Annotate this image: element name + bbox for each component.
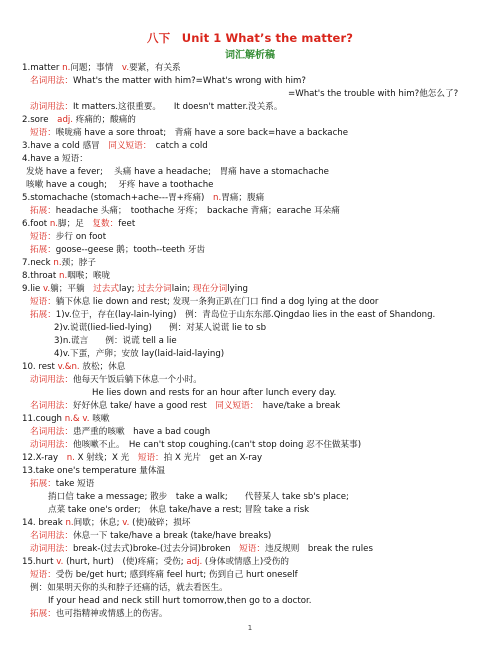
note-text: 12.X-ray [22, 453, 67, 463]
note-text: catch a cold [147, 141, 208, 151]
note-text: goose--geese 鹅；tooth--teeth 牙齿 [55, 245, 206, 255]
note-line [22, 140, 208, 153]
note-text: 13.take one's temperature 量体温 [22, 466, 166, 476]
note-text: 2.sore [22, 115, 58, 125]
note-label: 短语： [30, 232, 56, 242]
note-line [92, 387, 336, 400]
page-title: 八下 Unit 1 What’s the matter? [147, 31, 353, 45]
note-label: 短语： [30, 297, 56, 307]
note-text: 步行 on foot [55, 232, 107, 242]
note-text: If your head and neck still hurt tomorrow,then go to a doctor. [48, 596, 312, 606]
note-line [22, 218, 135, 231]
note-text: 3.have a cold 感冒 [22, 141, 109, 151]
note-label: 短语： [30, 128, 56, 138]
note-label: n. [62, 63, 71, 73]
note-text: 疼痛的；酸痛的 [73, 115, 136, 125]
note-text: 他每天午饭后躺下休息一个小时。 [72, 375, 202, 385]
note-line [54, 348, 224, 361]
note-text: =What's the trouble with him?他怎么了? [288, 89, 459, 99]
note-text: (使)破碎；损坏 [129, 518, 191, 528]
note-label: v.&n. [57, 362, 80, 372]
note-text: 捎口信 take a message; 散步 take a walk; 代替某人 take sb's place; [48, 492, 349, 502]
note-label: n. [213, 193, 222, 203]
note-label: 动词用法： [30, 102, 73, 112]
note-line [22, 153, 88, 166]
note-line [30, 478, 94, 491]
note-text: 胃痛；腹痛 [221, 193, 265, 203]
note-text: 咽喉；喉咙 [67, 271, 111, 281]
note-line [54, 335, 177, 348]
note-line [22, 556, 289, 569]
note-text: (身体或情感上)受伤的 [202, 557, 289, 567]
note-text: 受伤 be/get hurt; 感到疼痛 feel hurt; 伤到自己 hurt oneself [55, 570, 298, 580]
note-text: 躺下休息 lie down and rest; 发现一条狗正趴在门口 find a dog lying at the door [55, 297, 379, 307]
note-text: 躺；平躺 [50, 284, 94, 294]
note-label: n. [59, 271, 68, 281]
note-text: have/take a break [254, 401, 341, 411]
note-line [30, 439, 361, 452]
note-line [26, 179, 213, 192]
note-line [30, 426, 210, 439]
note-text: 9.lie [22, 284, 43, 294]
note-text: 例：如果明天你的头和脖子还痛的话，就去看医生。 [30, 583, 228, 593]
note-text: (hurt, hurt) (使)疼痛；受伤; [63, 557, 187, 567]
note-line [30, 101, 282, 114]
note-line [22, 413, 109, 426]
note-text: 放松；休息 [79, 362, 126, 372]
note-label: 过去分词 [137, 284, 172, 294]
note-text: 3)n.谎言 例：说谎 tell a lie [54, 336, 177, 346]
note-text: 2)v.说谎(lied-lied-lying) 例：对某人说谎 lie to sb [54, 323, 267, 333]
note-label: 同义短语： [108, 141, 148, 151]
note-text: 14. break [22, 518, 66, 528]
note-text: X 射线；X 光 [74, 453, 138, 463]
note-label: 名词用法： [30, 401, 73, 411]
note-text: It matters.这很重要。 It doesn't matter.没关系。 [72, 102, 283, 112]
note-line [22, 114, 136, 127]
note-line [30, 400, 340, 413]
note-line [22, 361, 125, 374]
note-text: 15.hurt [22, 557, 57, 567]
note-text: take 短语 [55, 479, 95, 489]
note-label: v. [121, 63, 130, 73]
note-label: n.& v. [64, 414, 90, 424]
note-label: v. [43, 284, 51, 294]
note-label: 短语： [137, 453, 164, 463]
note-line [22, 270, 110, 283]
note-label: 名词用法： [30, 76, 73, 86]
note-line [22, 517, 190, 530]
note-text: 间歇；休息; [73, 518, 123, 528]
note-text: 好好休息 take/ have a good rest [72, 401, 216, 411]
note-line [26, 166, 329, 179]
note-text: lying [227, 284, 248, 294]
note-text: feet [118, 219, 136, 229]
note-line [30, 296, 378, 309]
note-label: n. [65, 518, 74, 528]
note-label: 过去式 [93, 284, 119, 294]
note-text: What's the matter with him?=What's wrong with him? [72, 76, 306, 86]
page-number: 1 [247, 624, 253, 632]
note-text: 脚；足 [58, 219, 93, 229]
note-line [30, 309, 435, 322]
note-label: 同义短语： [215, 401, 255, 411]
note-text: 拍 X 光片 get an X-ray [163, 453, 263, 463]
note-text: 11.cough [22, 414, 65, 424]
note-text: 要紧，有关系 [129, 63, 181, 73]
note-label: 短语： [239, 544, 265, 554]
note-text: 6.foot [22, 219, 50, 229]
note-text: 4)v.下蛋，产卵；安放 lay(laid-laid-laying) [54, 349, 225, 359]
note-label: v. [56, 557, 64, 567]
note-text: headache 头痛； toothache 牙疼； backache 背痛；earache 耳朵痛 [55, 206, 340, 216]
note-label: 名词用法： [30, 531, 73, 541]
note-label: 现在分词 [192, 284, 228, 294]
note-line [30, 75, 306, 88]
note-text: 5.stomachache (stomach+ache---胃+疼痛) [22, 193, 213, 203]
note-label: v. [122, 518, 130, 528]
note-line [30, 530, 271, 543]
note-line [22, 257, 96, 270]
note-label: 拓展： [30, 310, 56, 320]
note-text: 发烧 have a fever; 头痛 have a headache; 胃痛 have a stomachache [26, 167, 329, 177]
note-line [48, 504, 309, 517]
note-label: 拓展： [30, 245, 56, 255]
note-line [30, 374, 202, 387]
note-label: 动词用法： [30, 375, 73, 385]
note-label: 复数： [92, 219, 119, 229]
note-text: 休息一下 take/have a break (take/have breaks) [72, 531, 272, 541]
page-subtitle: 词汇解析稿 [225, 50, 275, 61]
note-text: 也可指精神或情感上的伤害。 [55, 609, 168, 619]
note-text: lay; [118, 284, 138, 294]
note-text: 4.have a 短语： [22, 154, 88, 164]
note-line [30, 608, 168, 621]
note-line [54, 322, 266, 335]
note-line [288, 88, 458, 101]
note-label: adj. [57, 115, 74, 125]
note-line [22, 62, 181, 75]
note-label: n. [49, 219, 59, 229]
note-text: 违反规则 break the rules [264, 544, 373, 554]
note-line [30, 569, 298, 582]
note-text: 颈；脖子 [61, 258, 96, 268]
note-text: lain; [171, 284, 193, 294]
note-label: adj. [186, 557, 203, 567]
note-label: 拓展： [30, 479, 56, 489]
note-line [22, 192, 264, 205]
note-text: 1.matter [22, 63, 63, 73]
note-line [30, 543, 373, 556]
note-line [48, 595, 312, 608]
note-text: 7.neck [22, 258, 54, 268]
note-label: 名词用法： [30, 427, 73, 437]
note-line [30, 231, 106, 244]
note-text: 患严重的咳嗽 have a bad cough [72, 427, 211, 437]
note-text: 咳嗽 have a cough; 牙疼 have a toothache [26, 180, 214, 190]
note-label: 动词用法： [30, 544, 73, 554]
note-text: 咳嗽 [89, 414, 110, 424]
note-line [22, 465, 165, 478]
note-text: 10. rest [22, 362, 58, 372]
note-label: n. [53, 258, 62, 268]
note-text: 问题；事情 [70, 63, 122, 73]
note-label: 短语： [30, 570, 56, 580]
note-line [30, 582, 228, 595]
note-line [22, 452, 262, 465]
note-text: He lies down and rests for an hour after lunch every day. [92, 388, 337, 398]
note-text: 他咳嗽不止。 He can't stop coughing.(can't stop doing 忍不住做某事) [72, 440, 362, 450]
note-label: n. [66, 453, 75, 463]
note-text: 喉咙痛 have a sore throat; 背痛 have a sore back=have a backache [55, 128, 349, 138]
note-text: 点菜 take one's order; 休息 take/have a rest; 冒险 take a risk [48, 505, 310, 515]
note-line [30, 244, 205, 257]
note-line [22, 283, 248, 296]
note-text: 1)v.位于，存在(lay-lain-lying) 例：青岛位于山东东部.Qingdao lies in the east of Shandong. [55, 310, 436, 320]
note-text: 8.throat [22, 271, 59, 281]
note-line [48, 491, 349, 504]
note-line [30, 205, 340, 218]
note-label: 拓展： [30, 609, 56, 619]
note-label: 拓展： [30, 206, 56, 216]
note-label: 动词用法： [30, 440, 73, 450]
note-line [30, 127, 348, 140]
note-text: break-(过去式)broke-(过去分词)broken [72, 544, 240, 554]
